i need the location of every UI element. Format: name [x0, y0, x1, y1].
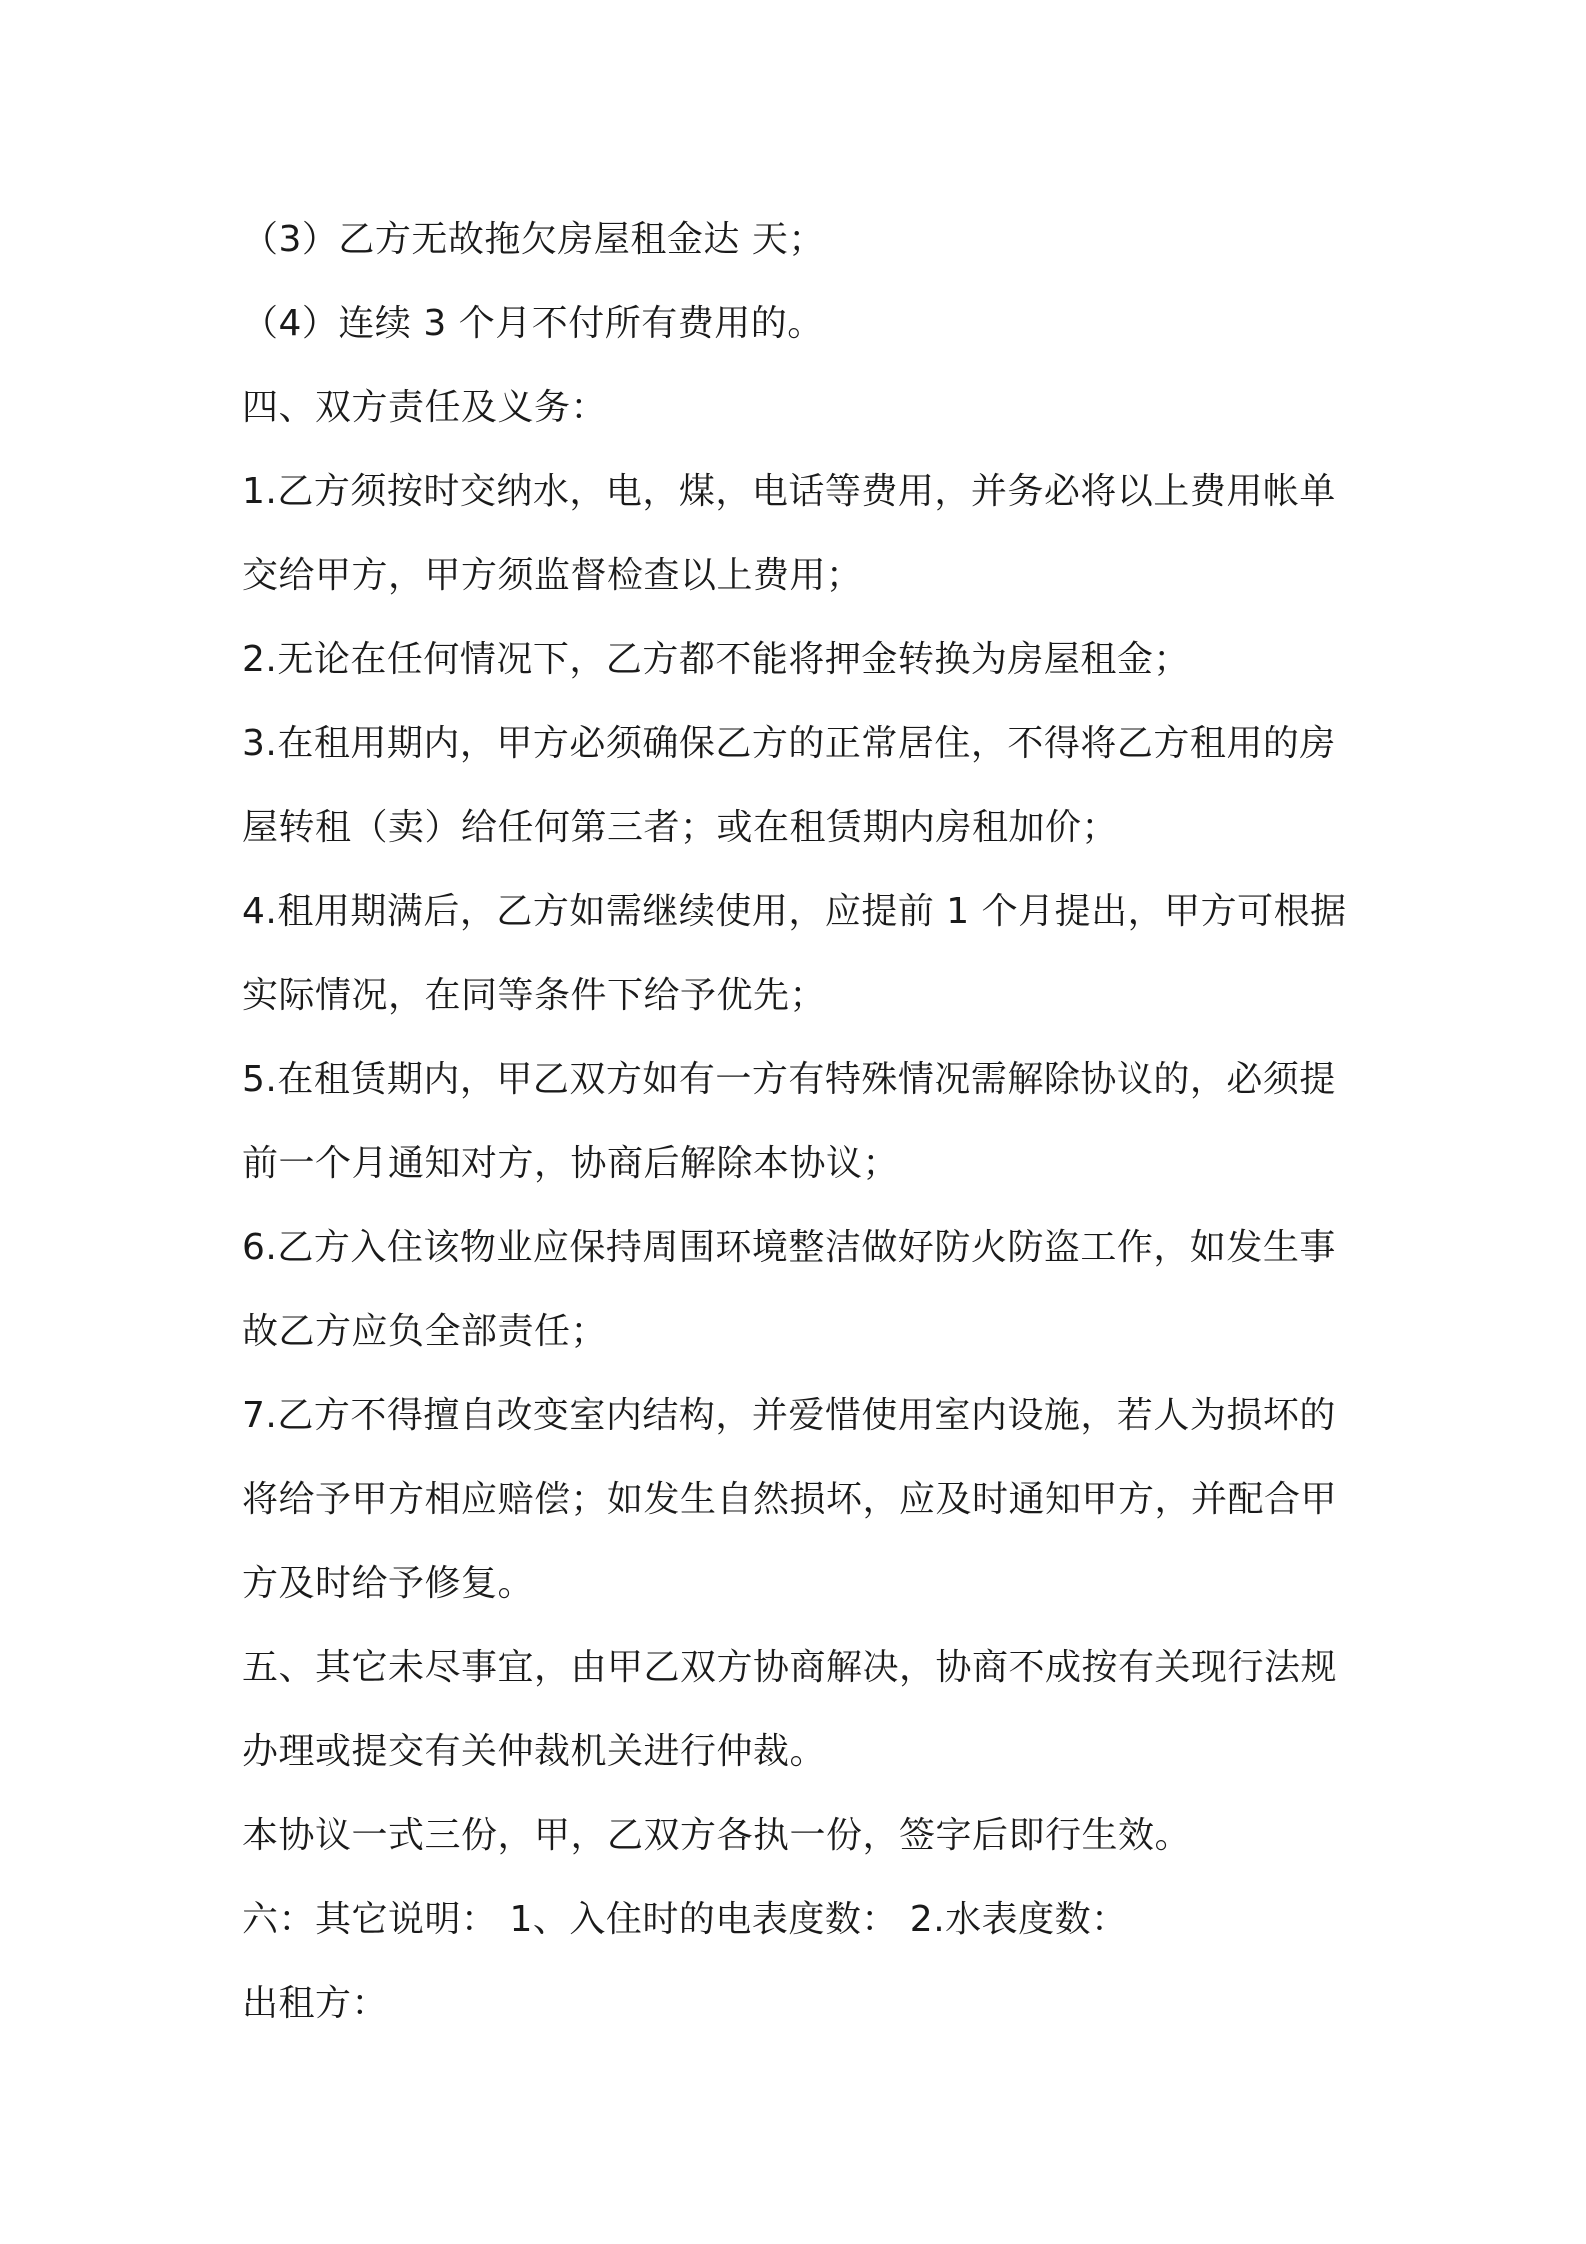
- clause-4-7-line-2: 将给予甲方相应赔偿；如发生自然损坏，应及时通知甲方，并配合甲: [242, 1479, 1338, 1520]
- clause-4-3-line-1: 3.在租用期内，甲方必须确保乙方的正常居住，不得将乙方租用的房: [242, 723, 1336, 764]
- clause-4-5-line-2: 前一个月通知对方，协商后解除本协议；: [242, 1143, 900, 1184]
- effectiveness-statement: 本协议一式三份，甲，乙双方各执一份，签字后即行生效。: [242, 1815, 1192, 1856]
- clause-4-1-line-2: 交给甲方，甲方须监督检查以上费用；: [242, 555, 863, 596]
- clause-4-7-line-3: 方及时给予修复。: [242, 1563, 535, 1604]
- section-4-heading: 四、双方责任及义务：: [242, 387, 608, 428]
- clause-3-3: （3）乙方无故拖欠房屋租金达 天；: [242, 219, 825, 260]
- clause-4-4-line-1: 4.租用期满后，乙方如需继续使用，应提前 1 个月提出，甲方可根据: [242, 891, 1347, 932]
- clause-4-6-line-1: 6.乙方入住该物业应保持周围环境整洁做好防火防盗工作，如发生事: [242, 1227, 1336, 1268]
- clause-3-4: （4）连续 3 个月不付所有费用的。: [242, 303, 824, 344]
- clause-4-4-line-2: 实际情况，在同等条件下给予优先；: [242, 975, 827, 1016]
- clause-4-5-line-1: 5.在租赁期内，甲乙双方如有一方有特殊情况需解除协议的，必须提: [242, 1059, 1336, 1100]
- lessor-signature-label: 出租方：: [242, 1983, 389, 2024]
- clause-4-2: 2.无论在任何情况下，乙方都不能将押金转换为房屋租金；: [242, 639, 1190, 680]
- clause-4-7-line-1: 7.乙方不得擅自改变室内结构，并爱惜使用室内设施，若人为损坏的: [242, 1395, 1336, 1436]
- document-body: [242, 198, 1352, 2046]
- section-5-line-1: 五、其它未尽事宜，由甲乙双方协商解决，协商不成按有关现行法规: [242, 1647, 1338, 1688]
- section-5-line-2: 办理或提交有关仲裁机关进行仲裁。: [242, 1731, 827, 1772]
- clause-4-1-line-1: 1.乙方须按时交纳水，电，煤，电话等费用，并务必将以上费用帐单: [242, 471, 1336, 512]
- clause-4-6-line-2: 故乙方应负全部责任；: [242, 1311, 608, 1352]
- clause-4-3-line-2: 屋转租（卖）给任何第三者；或在租赁期内房租加价；: [242, 807, 1119, 848]
- section-6-notes: 六：其它说明： 1、入住时的电表度数： 2.水表度数：: [242, 1899, 1128, 1940]
